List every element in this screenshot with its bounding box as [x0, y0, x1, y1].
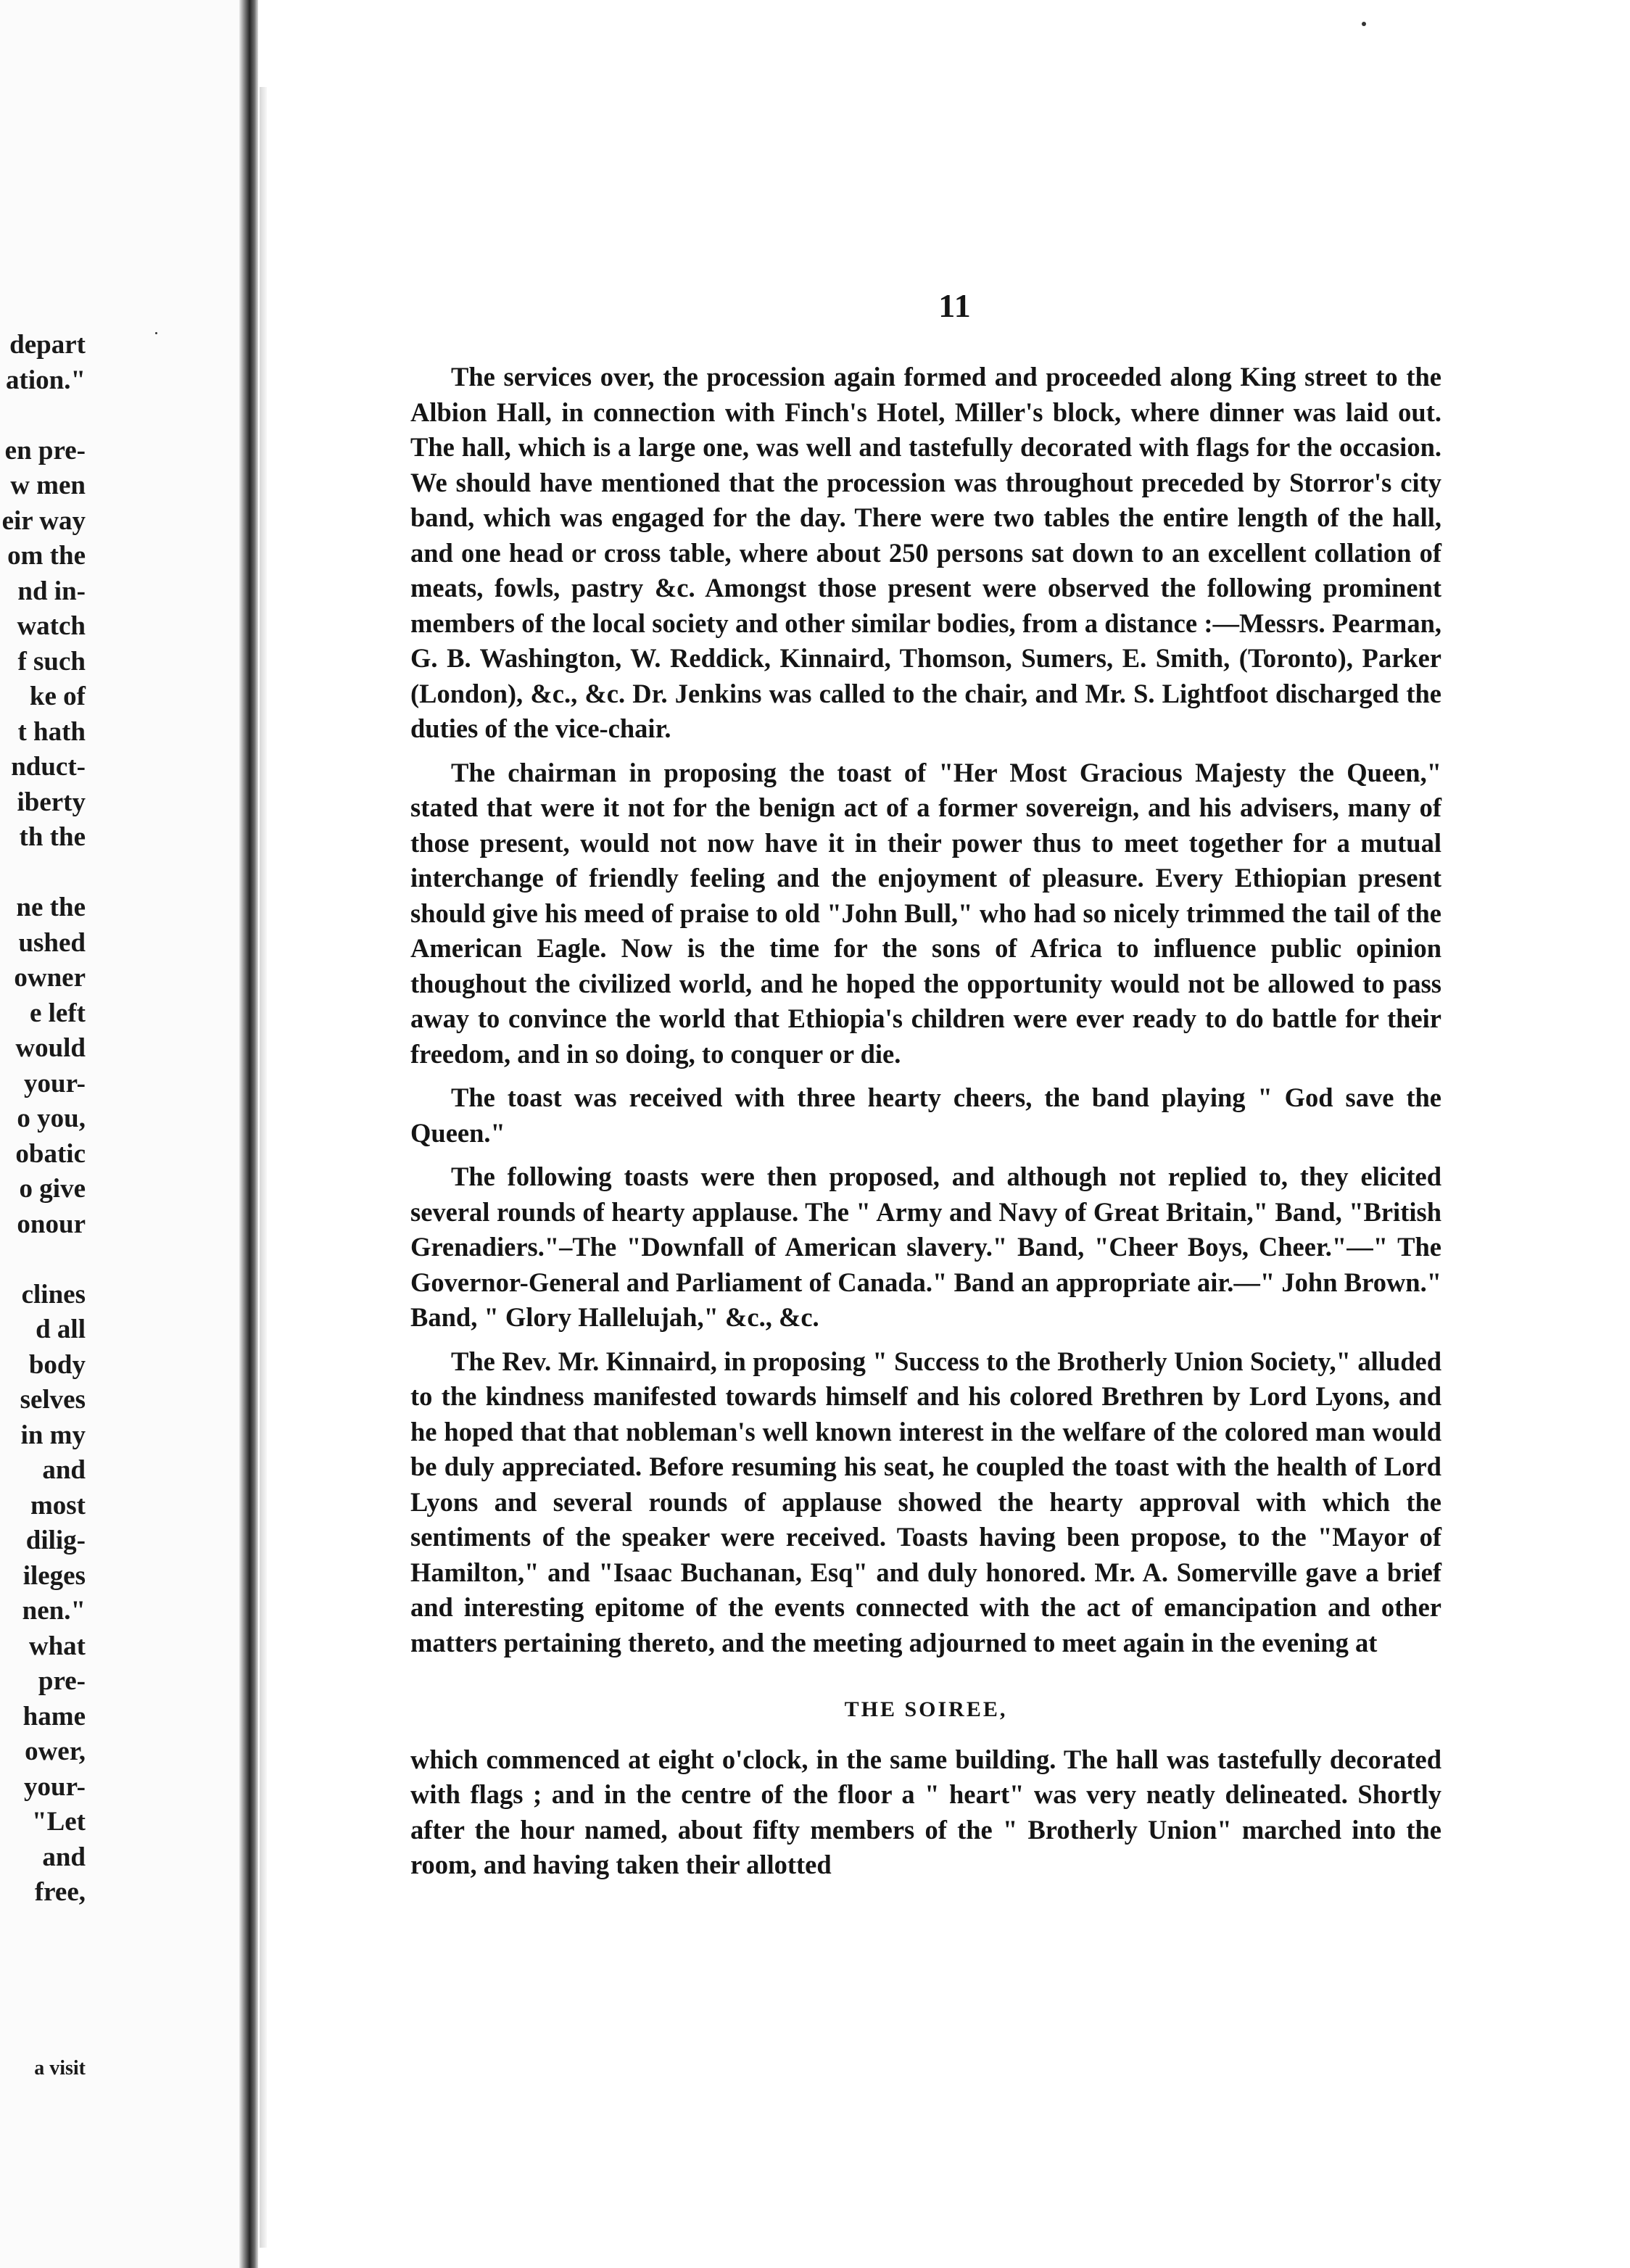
left-page-fragment: would	[15, 1033, 86, 1063]
left-page-fragment: watch	[17, 611, 86, 641]
left-page-fragment: what	[28, 1631, 86, 1661]
left-page-fragment	[0, 2016, 86, 2051]
page-body	[410, 360, 1441, 1892]
left-page-fragment	[0, 1945, 86, 1981]
left-page-fragment: ation."	[6, 365, 86, 395]
left-page-fragment: ne the	[16, 893, 86, 922]
speck-mark	[155, 332, 157, 334]
paragraph-following-toasts: The following toasts were then proposed, and although not replied to, they elicited several rounds of hearty applause. The " Army and Navy of Great Britain," Band, "British Grenadiers."–The "Downfall of American slavery." Band, "Cheer Boys, Cheer."—" The Governor-General and Parliament of Canada." Band an appropriate air.—" John Brown." Band, " Glory Hallelujah," &c., &c.	[410, 1162, 1441, 1332]
left-page-fragment: nen."	[22, 1596, 86, 1626]
paragraph-toast-received: The toast was received with three hearty cheers, the band playing " God save the Queen."	[410, 1083, 1441, 1148]
left-page-fragment: t hath	[17, 716, 86, 747]
left-page-fragment: e left	[29, 998, 86, 1028]
left-page-fragment: and	[42, 1455, 86, 1485]
left-page-fragment: eir way	[1, 505, 86, 536]
left-page-fragment: en pre-	[4, 435, 86, 465]
left-page-fragment: a visit	[34, 2056, 86, 2079]
left-page-fragment: obatic	[15, 1138, 86, 1169]
left-page-fragment: selves	[20, 1385, 86, 1415]
left-page-fragment: ke of	[29, 682, 86, 711]
paragraph-chairman-toast: The chairman in proposing the toast of "Her Most Gracious Majesty the Queen," stated that were it not for the benign act of a former sovereign, and his advisers, many of those present, would not now have it in their power thus to meet together for a mutual interchange of friendly feeling and the enjoyment of pleasure. Every Ethiopian present should give his meed of praise to old "John Bull," who had so nicely trimmed the tail of the American Eagle. Now is the time for the sons of Africa to influence public opinion thoughout the civilized world, and he hoped the opportunity would not be allowed to pass away to convince the world that Ethiopia's children were ever ready to do battle for their freedom, and in so doing, to conquer or die.	[410, 757, 1441, 1069]
left-page-fragment: ushed	[18, 927, 86, 958]
page-fold-shadow	[260, 87, 267, 2248]
left-page-fragment: nd in-	[17, 576, 86, 606]
speck-mark	[1362, 22, 1366, 26]
left-page-fragment: ileges	[22, 1560, 86, 1591]
left-page-fragment: and	[42, 1842, 86, 1872]
left-page-fragment: your-	[24, 1771, 86, 1802]
left-page-fragment: "Let	[32, 1807, 86, 1837]
left-page-fragment: onour	[17, 1209, 86, 1239]
left-page-fragment	[0, 398, 86, 434]
left-page-fragment	[0, 1911, 86, 1946]
left-page-fragment: dilig-	[25, 1526, 86, 1555]
left-page-fragment: depart	[9, 330, 86, 360]
left-page-fragment: in my	[20, 1420, 86, 1450]
left-page-fragment	[0, 1981, 86, 2016]
left-page-fragment: f such	[17, 646, 86, 676]
page-spine	[239, 0, 258, 2268]
left-page-fragment: ower,	[25, 1737, 86, 1766]
left-page-fragment: nduct-	[11, 752, 86, 782]
left-page-fragment: w men	[10, 471, 86, 500]
left-page-fragment	[0, 856, 86, 891]
paragraph-procession: The services over, the procession again formed and proceeded along King street to the Albion Hall, in connection with Finch's Hotel, Miller's block, where dinner was laid out. The hall, which is a large one, was well and tastefully decorated with flags for the occasion. We should have mentioned that the procession was throughout preceded by Storror's city band, which was engaged for the day. There were two tables the entire length of the hall, and one head or cross table, where about 250 persons sat down to an excellent collation of meats, fowls, pastry &c. Amongst those present were observed the following prominent members of the local society and other similar bodies, from a distance :—Messrs. Pearman, G. B. Washington, W. Reddick, Kinnaird, Thomson, Sumers, E. Smith, (Toronto), Parker (London), &c., &c. Dr. Jenkins was called to the chair, and Mr. S. Lightfoot discharged the duties of the vice-chair.	[410, 362, 1441, 743]
left-page-fragment: clines	[21, 1279, 86, 1309]
left-page-fragment	[0, 1242, 86, 1278]
left-page-fragment: th the	[19, 822, 86, 852]
page-number: 11	[938, 287, 972, 324]
section-heading-soiree: THE SOIREE,	[844, 1697, 1008, 1721]
left-page-fragment: hame	[22, 1701, 86, 1731]
left-page-fragment: o you,	[17, 1104, 86, 1133]
left-facing-page	[0, 0, 239, 2268]
left-page-fragment: d all	[36, 1315, 86, 1344]
left-page-fragment: om the	[7, 541, 86, 571]
left-page-fragment: free,	[34, 1877, 86, 1907]
paragraph-rev-kinnaird: The Rev. Mr. Kinnaird, in proposing " Success to the Brotherly Union Society," alluded to the kindness manifested towards himself and his colored Brethren by Lord Lyons, and he hoped that that nobleman's well known interest in the welfare of the colored man would be duly appreciated. Before resuming his seat, he coupled the toast with the health of Lord Lyons and several rounds of applause showed the hearty approval with which the sentiments of the speaker were received. Toasts having been propose, to the "Mayor of Hamilton," and "Isaac Buchanan, Esq" and duly honored. Mr. A. Somerville gave a brief and interesting epitome of the events connected with the act of emancipation and other matters pertaining thereto, and the meeting adjourned to meet again in the evening at	[410, 1346, 1441, 1657]
left-page-fragment: iberty	[17, 787, 86, 817]
paragraph-soiree: which commenced at eight o'clock, in the same building. The hall was tastefully decorated with flags ; and in the centre of the floor a " heart" was very neatly delineated. Shortly after the hour named, about fifty members of the " Brotherly Union" marched into the room, and having taken their allotted	[410, 1744, 1441, 1879]
left-page-text-fragments	[0, 328, 86, 2086]
left-page-fragment: owner	[14, 963, 86, 993]
left-page-fragment: most	[30, 1490, 86, 1520]
left-page-fragment: your-	[24, 1068, 86, 1098]
left-page-fragment: pre-	[38, 1666, 86, 1696]
left-page-fragment: body	[28, 1349, 86, 1380]
left-page-fragment: o give	[19, 1174, 86, 1204]
main-page	[270, 0, 1630, 2268]
